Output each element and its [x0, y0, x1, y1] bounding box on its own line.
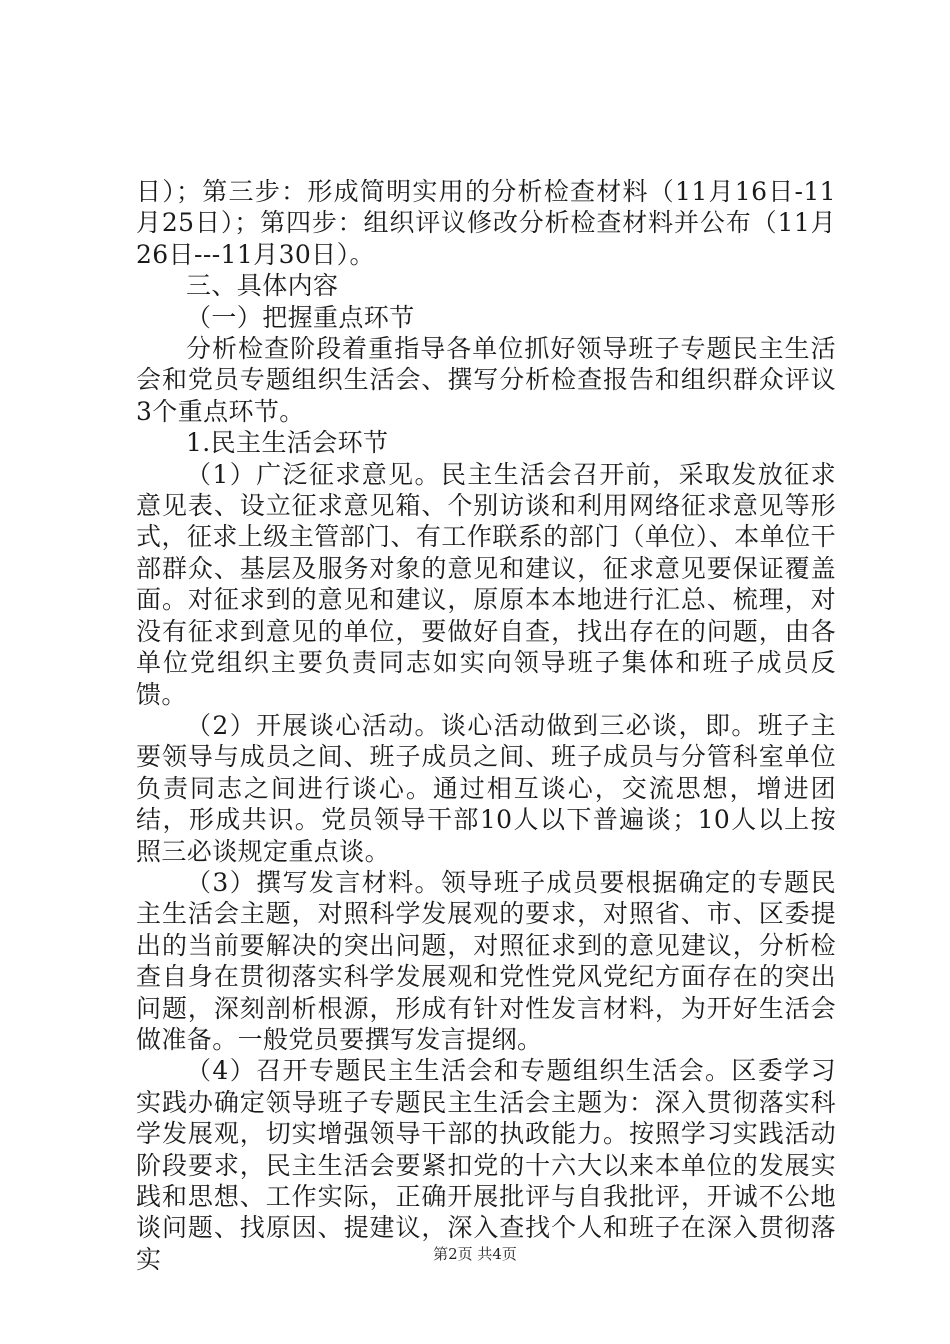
paragraph-p-item1-3: （3）撰写发言材料。领导班子成员要根据确定的专题民主生活会主题，对照科学发展观的要求，对照省、市、区委提出的当前要解决的突出问题，对照征求到的意见建议，分析检查自身在贯彻落实科学发展观和党性党风党纪方面存在的突出问题，深刻剖析根源，形成有针对性发言材料，为开好生活会做准备。一般党员要撰写发言提纲。 — [136, 867, 836, 1054]
page-footer: 第2页 共4页 — [433, 1245, 517, 1263]
paragraph-h-item1: 1.民主生活会环节 — [186, 428, 389, 458]
paragraph-h-section3: 三、具体内容 — [186, 271, 339, 301]
paragraph-p-item1-2: （2）开展谈心活动。谈心活动做到三必谈，即。班子主要领导与成员之间、班子成员之间、班子成员与分管科室单位负责同志之间进行谈心。通过相互谈心，交流思想，增进团结，形成共识。党员领导干部10人以下普遍谈；10人以上按照三必谈规定重点谈。 — [136, 710, 836, 866]
document-body — [136, 176, 836, 1275]
paragraph-p-steps: 日）；第三步：形成简明实用的分析检查材料（11月16日-11月25日）；第四步：组织评议修改分析检查材料并公布（11月26日---11月30日）。 — [136, 177, 836, 269]
paragraph-h-sub1: （一）把握重点环节 — [186, 302, 415, 332]
paragraph-p-item1-1: （1）广泛征求意见。民主生活会召开前，采取发放征求意见表、设立征求意见箱、个别访谈和利用网络征求意见等形式，征求上级主管部门、有工作联系的部门（单位）、本单位干部群众、基层及服务对象的意见和建议，征求意见要保证覆盖面。对征求到的意见和建议，原原本本地进行汇总、梳理，对没有征求到意见的单位，要做好自查，找出存在的问题，由各单位党组织主要负责同志如实向领导班子集体和班子成员反馈。 — [136, 459, 836, 709]
paragraph-p-item1-4: （4）召开专题民主生活会和专题组织生活会。区委学习实践办确定领导班子专题民主生活会主题为：深入贯彻落实科学发展观，切实增强领导干部的执政能力。按照学习实践活动阶段要求，民主生活会要紧扣党的十六大以来本单位的发展实践和思想、工作实际，正确开展批评与自我批评，开诚不公地谈问题、找原因、提建议，深入查找个人和班子在深入贯彻落实 — [136, 1056, 836, 1274]
paragraph-p-intro: 分析检查阶段着重指导各单位抓好领导班子专题民主生活会和党员专题组织生活会、撰写分析检查报告和组织群众评议3个重点环节。 — [136, 334, 836, 426]
